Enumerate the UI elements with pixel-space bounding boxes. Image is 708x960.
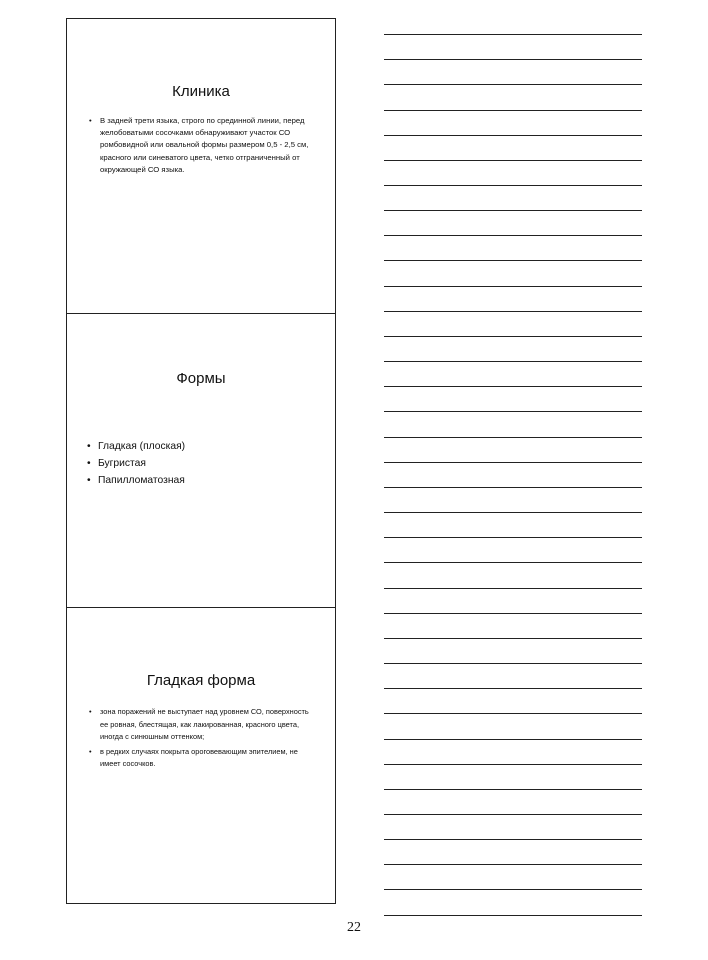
bullet-item: • В задней трети языка, строго по срединной линии, перед желобоватыми сосочками обнаруживают участок СО ромбовидной или овальной формы размером 0,5 - 2,5 см, красного или синеватого цвета, четко отграниченный от окружающей СО языка.: [89, 115, 317, 176]
note-line: [384, 135, 642, 136]
note-line: [384, 34, 642, 35]
slides-column: [66, 18, 336, 904]
note-line: [384, 361, 642, 362]
note-line: [384, 260, 642, 261]
page-number: 22: [347, 920, 361, 935]
note-line: [384, 562, 642, 563]
bullet-list: [87, 438, 317, 489]
note-line: [384, 336, 642, 337]
slide-title: Клиника: [172, 83, 230, 100]
bullet-item: • Гладкая (плоская): [87, 438, 317, 455]
note-line: [384, 462, 642, 463]
note-line: [384, 537, 642, 538]
note-line: [384, 235, 642, 236]
note-line: [384, 110, 642, 111]
note-line: [384, 84, 642, 85]
note-line: [384, 889, 642, 890]
note-line: [384, 386, 642, 387]
note-line: [384, 739, 642, 740]
note-line: [384, 864, 642, 865]
note-line: [384, 437, 642, 438]
note-line: [384, 839, 642, 840]
note-line: [384, 663, 642, 664]
note-line: [384, 487, 642, 488]
bullet-item: • Папилломатозная: [87, 472, 317, 489]
slide-clinic: [67, 19, 335, 313]
bullet-item: • в редких случаях покрыта ороговевающим эпителием, не имеет сосочков.: [89, 746, 317, 771]
note-line: [384, 713, 642, 714]
notes-lines: [384, 0, 642, 900]
note-line: [384, 814, 642, 815]
note-line: [384, 286, 642, 287]
note-line: [384, 915, 642, 916]
note-line: [384, 59, 642, 60]
note-line: [384, 789, 642, 790]
bullet-list: [89, 706, 317, 771]
bullet-item: • зона поражений не выступает над уровнем СО, поверхность ее ровная, блестящая, как лакированная, красного цвета, иногда с синюшным оттенком;: [89, 706, 317, 744]
slide-title: Гладкая форма: [146, 672, 256, 689]
slide-forms: [67, 313, 335, 607]
note-line: [384, 185, 642, 186]
note-line: [384, 512, 642, 513]
note-line: [384, 160, 642, 161]
note-line: [384, 210, 642, 211]
note-line: [384, 764, 642, 765]
note-line: [384, 588, 642, 589]
bullet-list: [89, 115, 317, 176]
bullet-item: • Бугристая: [87, 455, 317, 472]
note-line: [384, 311, 642, 312]
slide-smooth-form: [67, 607, 335, 903]
note-line: [384, 411, 642, 412]
note-line: [384, 688, 642, 689]
slide-title: Формы: [176, 370, 226, 387]
note-line: [384, 613, 642, 614]
note-line: [384, 638, 642, 639]
